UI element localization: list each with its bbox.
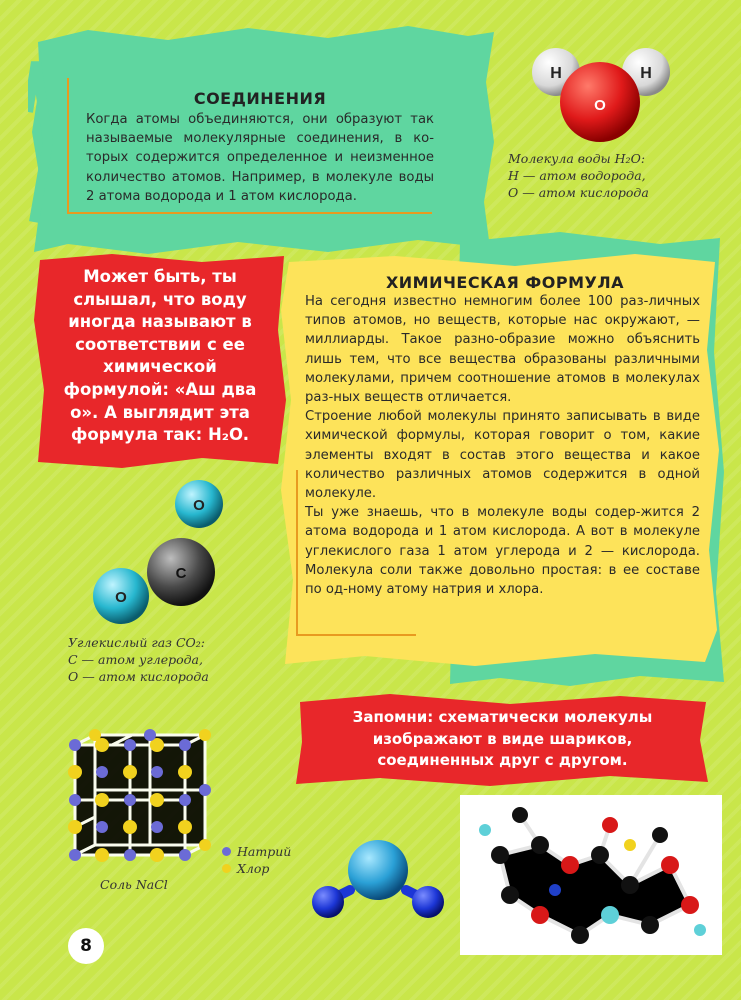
fact-text: Может быть, ты слышал, что воду иногда называют в соответствии с ее химической формулой: «Аш два о». А выглядит эта формула так: H₂O.: [63, 267, 257, 445]
formula-paragraph: На сегодня известно немногим более 100 раз-личных типов атомов, но веществ, которые нас окружают, — миллиарды. Такое разно-образие можно объяснить лишь тем, что все вещества образованы различными молекулами, причем соотношение атомов в молекулах раз-ных веществ отличается.: [305, 294, 700, 406]
legend-label: Натрий: [237, 844, 292, 859]
salt-legend: [222, 843, 291, 877]
formula-paragraph: Ты уже знаешь, что в молекуле воды содер-жится 2 атома водорода и 1 атом кислорода. А вот в молекуле углекислого газа 1 атом углерода и 2 — кислорода. Молекула соли также довольно простая: в ее составе по од-ному атому натрия и хлора.: [305, 505, 700, 598]
molecule-model-photo: [460, 795, 722, 955]
salt-caption: Соль NaCl: [100, 877, 168, 892]
oxygen-label: O: [594, 97, 606, 114]
water-molecule-image: [520, 40, 680, 150]
formula-frame-bottom: [296, 634, 416, 636]
page-number: 8: [68, 928, 104, 964]
co2-caption-line: C — атом углерода,: [68, 652, 203, 667]
hydrogen-label: H: [640, 65, 652, 82]
legend-item-chlorine: [222, 860, 291, 877]
water-caption: [508, 150, 708, 201]
formula-title: ХИМИЧЕСКАЯ ФОРМУЛА: [385, 273, 625, 292]
legend-label: Хлор: [237, 861, 270, 876]
legend-item-sodium: [222, 843, 291, 860]
compounds-title: СОЕДИНЕНИЯ: [193, 89, 327, 108]
oxygen-label: O: [193, 497, 205, 514]
carbon-label: C: [175, 565, 187, 582]
oxygen-label: O: [115, 589, 127, 606]
co2-molecule-image: [85, 476, 260, 626]
blue-molecule-image: [308, 830, 448, 930]
chlorine-dot-icon: [222, 864, 231, 873]
water-caption-line: H — атом водорода,: [508, 168, 646, 183]
formula-paragraph: Строение любой молекулы принято записывать в виде химической формулы, которая говорит о том, какие элементы входят в состав этого вещества и какое количество различных атомов содержится в одной молекуле.: [305, 409, 700, 502]
co2-caption-line: O — атом кислорода: [68, 669, 209, 684]
co2-caption-line: Углекислый газ CO₂:: [68, 635, 205, 650]
water-caption-line: O — атом кислорода: [508, 185, 649, 200]
water-caption-line: Молекула воды H₂O:: [508, 151, 646, 166]
remember-text: Запомни: схематически молекулы изображают в виде шариков, соединенных друг с другом.: [352, 708, 653, 769]
sodium-dot-icon: [222, 847, 231, 856]
hydrogen-label: H: [550, 65, 562, 82]
formula-text: [305, 292, 700, 599]
compounds-text: Когда атомы объединяются, они образуют так называемые молекулярные соединения, в ко-торых содержится определенное и неизменное количество атомов. Например, в молекуле воды 2 атома водорода и 1 атом кислорода.: [86, 112, 434, 204]
co2-caption: [68, 634, 268, 685]
formula-frame-left: [296, 470, 298, 636]
salt-crystal-image: [55, 725, 215, 885]
